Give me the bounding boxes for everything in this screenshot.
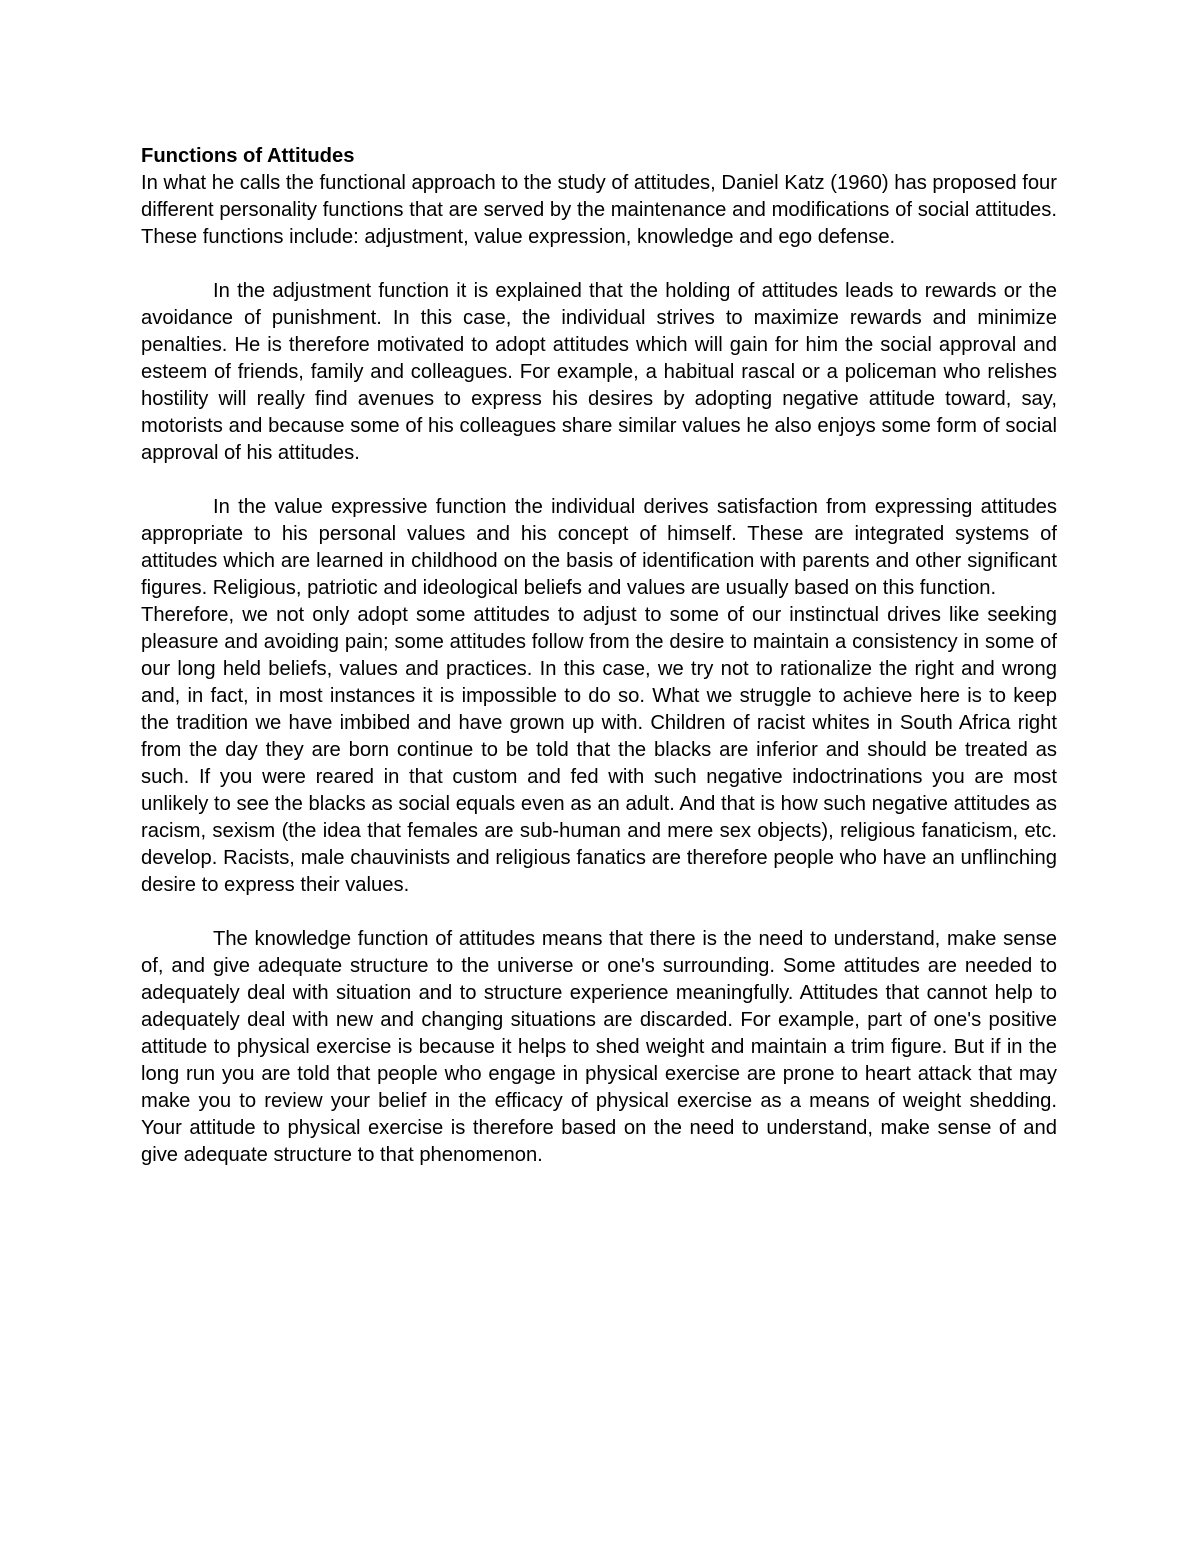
- adjustment-function-paragraph: In the adjustment function it is explained that the holding of attitudes leads to rewards or the avoidance of punishment. In this case, the individual strives to maximize rewards and minimize penalties. He is therefore motivated to adopt attitudes which will gain for him the social approval and esteem of friends, family and colleagues. For example, a habitual rascal or a policeman who relishes hostility will really find avenues to express his desires by adopting negative attitude toward, say, motorists and because some of his colleagues share similar values he also enjoys some form of social approval of his attitudes.: [141, 280, 1057, 464]
- value-expression-continuation-paragraph: Therefore, we not only adopt some attitudes to adjust to some of our instinctual drives like seeking pleasure and avoiding pain; some attitudes follow from the desire to maintain a consistency in some of our long held beliefs, values and practices. In this case, we try not to rationalize the right and wrong and, in fact, in most instances it is impossible to do so. What we struggle to achieve here is to keep the tradition we have imbibed and have grown up with. Children of racist whites in South Africa right from the day they are born continue to be told that the blacks are inferior and should be treated as such. If you were reared in that custom and fed with such negative indoctrinations you are most unlikely to see the blacks as social equals even as an adult. And that is how such negative attitudes as racism, sexism (the idea that females are sub-human and mere sex objects), religious fanaticism, etc. develop. Racists, male chauvinists and religious fanatics are therefore people who have an unflinching desire to express their values.: [141, 604, 1057, 896]
- document-page: [141, 143, 1057, 1169]
- value-expressive-function-paragraph: In the value expressive function the individual derives satisfaction from expressing attitudes appropriate to his personal values and his concept of himself. These are integrated systems of attitudes which are learned in childhood on the basis of identification with parents and other significant figures. Religious, patriotic and ideological beliefs and values are usually based on this function.: [141, 496, 1057, 599]
- intro-paragraph: In what he calls the functional approach to the study of attitudes, Daniel Katz (1960) has proposed four different personality functions that are served by the maintenance and modifications of social attitudes. These functions include: adjustment, value expression, knowledge and ego defense.: [141, 172, 1057, 248]
- document-title: Functions of Attitudes: [141, 145, 355, 167]
- knowledge-function-paragraph: The knowledge function of attitudes means that there is the need to understand, make sense of, and give adequate structure to the universe or one's surrounding. Some attitudes are needed to adequately deal with situation and to structure experience meaningfully. Attitudes that cannot help to adequately deal with new and changing situations are discarded. For example, part of one's positive attitude to physical exercise is because it helps to shed weight and maintain a trim figure. But if in the long run you are told that people who engage in physical exercise are prone to heart attack that may make you to review your belief in the efficacy of physical exercise as a means of weight shedding. Your attitude to physical exercise is therefore based on the need to understand, make sense of and give adequate structure to that phenomenon.: [141, 928, 1057, 1166]
